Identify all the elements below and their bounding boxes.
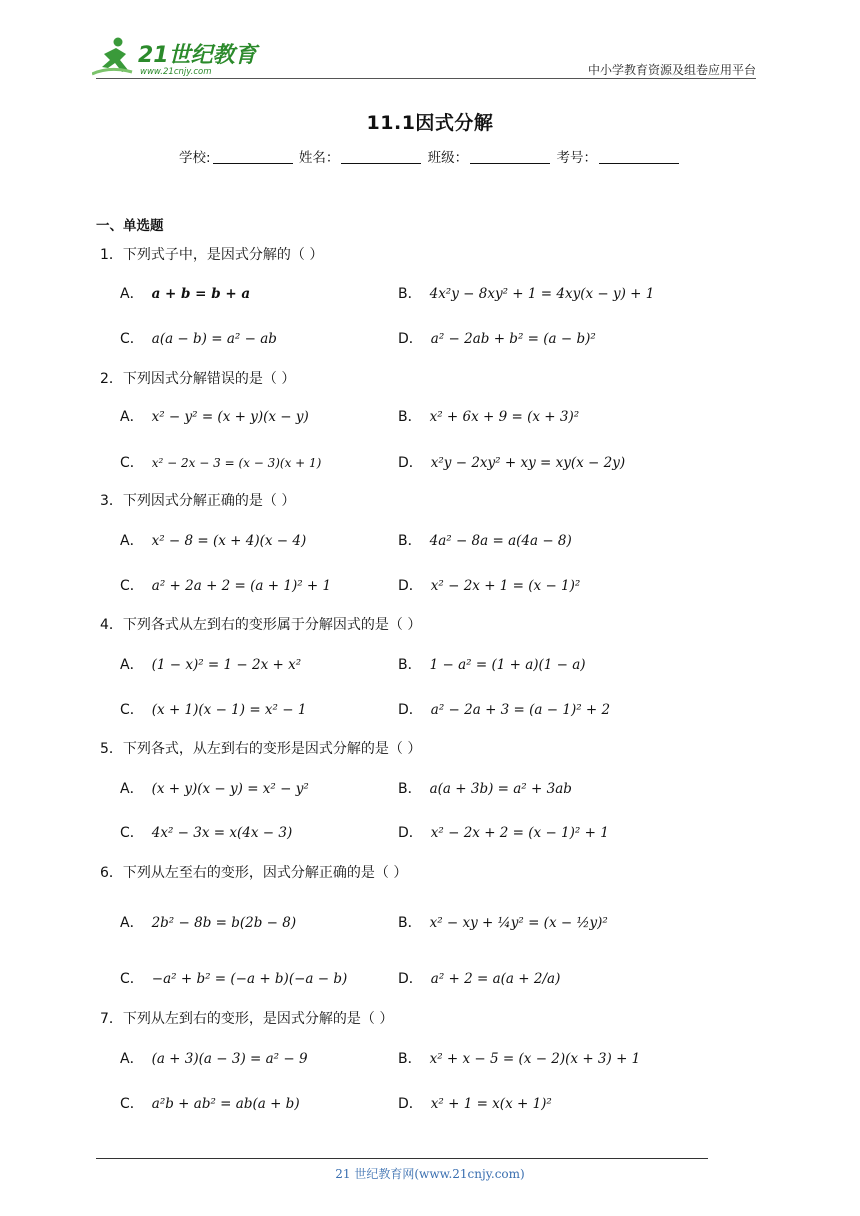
question-4-option-a[interactable]: A． (1 − x)² = 1 − 2x + x² (120, 657, 302, 673)
question-1-option-b[interactable]: B． 4x²y − 8xy² + 1 = 4xy(x − y) + 1 (398, 286, 655, 302)
runner-icon (92, 38, 132, 75)
name-blank[interactable] (341, 149, 421, 164)
question-7-stem: 7．下列从左到右的变形，是因式分解的是（ ） (100, 1011, 394, 1027)
question-4-stem: 4．下列各式从左到右的变形属于分解因式的是（ ） (100, 617, 422, 633)
question-5-option-b[interactable]: B． a(a + 3b) = a² + 3ab (398, 781, 572, 797)
exam-no-blank[interactable] (599, 149, 679, 164)
question-5-option-d[interactable]: D． x² − 2x + 2 = (x − 1)² + 1 (398, 825, 609, 841)
question-6-option-d[interactable]: D． a² + 2 = a(a + 2/a) (398, 971, 561, 987)
question-7-option-d[interactable]: D． x² + 1 = x(x + 1)² (398, 1096, 552, 1112)
question-2-option-a[interactable]: A． x² − y² = (x + y)(x − y) (120, 409, 309, 425)
footer-divider (96, 1158, 708, 1159)
question-5-option-c[interactable]: C． 4x² − 3x = x(4x − 3) (120, 825, 293, 841)
question-3-option-b[interactable]: B． 4a² − 8a = a(4a − 8) (398, 533, 572, 549)
header-platform-text: 中小学教育资源及组卷应用平台 (587, 63, 756, 77)
question-6-option-b[interactable]: B． x² − xy + ¼y² = (x − ½y)² (398, 915, 608, 931)
question-2-option-d[interactable]: D． x²y − 2xy² + xy = xy(x − 2y) (398, 455, 626, 471)
question-6-option-c[interactable]: C． −a² + b² = (−a + b)(−a − b) (120, 971, 348, 987)
question-2-option-b[interactable]: B． x² + 6x + 9 = (x + 3)² (398, 409, 580, 425)
question-1-option-d[interactable]: D． a² − 2ab + b² = (a − b)² (398, 331, 596, 347)
question-3-option-c[interactable]: C． a² + 2a + 2 = (a + 1)² + 1 (120, 578, 332, 594)
question-2-option-c[interactable]: C． x² − 2x − 3 = (x − 3)(x + 1) (120, 455, 322, 471)
class-label: 班级： (427, 150, 469, 166)
question-4-option-d[interactable]: D． a² − 2a + 3 = (a − 1)² + 2 (398, 702, 611, 718)
question-7-option-c[interactable]: C． a²b + ab² = ab(a + b) (120, 1096, 300, 1112)
exam-no-label: 考号： (556, 150, 597, 166)
question-4-option-b[interactable]: B． 1 − a² = (1 + a)(1 − a) (398, 657, 586, 673)
question-6-option-a[interactable]: A． 2b² − 8b = b(2b − 8) (120, 915, 297, 931)
footer-text[interactable]: 21 世纪教育网(www.21cnjy.com) (335, 1167, 525, 1181)
student-info-row (0, 146, 860, 166)
header-divider (96, 78, 756, 79)
question-6-stem: 6．下列从左至右的变形，因式分解正确的是（ ） (100, 865, 408, 881)
question-7-option-a[interactable]: A． (a + 3)(a − 3) = a² − 9 (120, 1051, 308, 1067)
question-1-option-c[interactable]: C． a(a − b) = a² − ab (120, 331, 277, 347)
school-blank[interactable] (213, 149, 293, 164)
question-5-stem: 5．下列各式，从左到右的变形是因式分解的是（ ） (100, 741, 422, 757)
question-2-stem: 2．下列因式分解错误的是（ ） (100, 371, 296, 387)
logo-url: www.21cnjy.com (140, 67, 212, 77)
question-1-stem: 1．下列式子中，是因式分解的（ ） (100, 247, 324, 263)
question-3-stem: 3．下列因式分解正确的是（ ） (100, 493, 296, 509)
question-7-option-b[interactable]: B． x² + x − 5 = (x − 2)(x + 3) + 1 (398, 1051, 641, 1067)
question-4-option-c[interactable]: C． (x + 1)(x − 1) = x² − 1 (120, 702, 307, 718)
question-3-option-a[interactable]: A． x² − 8 = (x + 4)(x − 4) (120, 533, 307, 549)
section-heading: 一、单选题 (96, 218, 164, 234)
question-1-option-a[interactable]: A． a + b = b + a (120, 286, 251, 302)
class-blank[interactable] (470, 149, 550, 164)
school-label: 学校: (179, 150, 211, 166)
page-title: 11.1因式分解 (366, 112, 494, 134)
brand-logo (92, 34, 267, 78)
name-label: 姓名： (298, 150, 340, 166)
question-3-option-d[interactable]: D． x² − 2x + 1 = (x − 1)² (398, 578, 581, 594)
question-5-option-a[interactable]: A． (x + y)(x − y) = x² − y² (120, 781, 309, 797)
logo-text: 21世纪教育 (138, 43, 257, 68)
